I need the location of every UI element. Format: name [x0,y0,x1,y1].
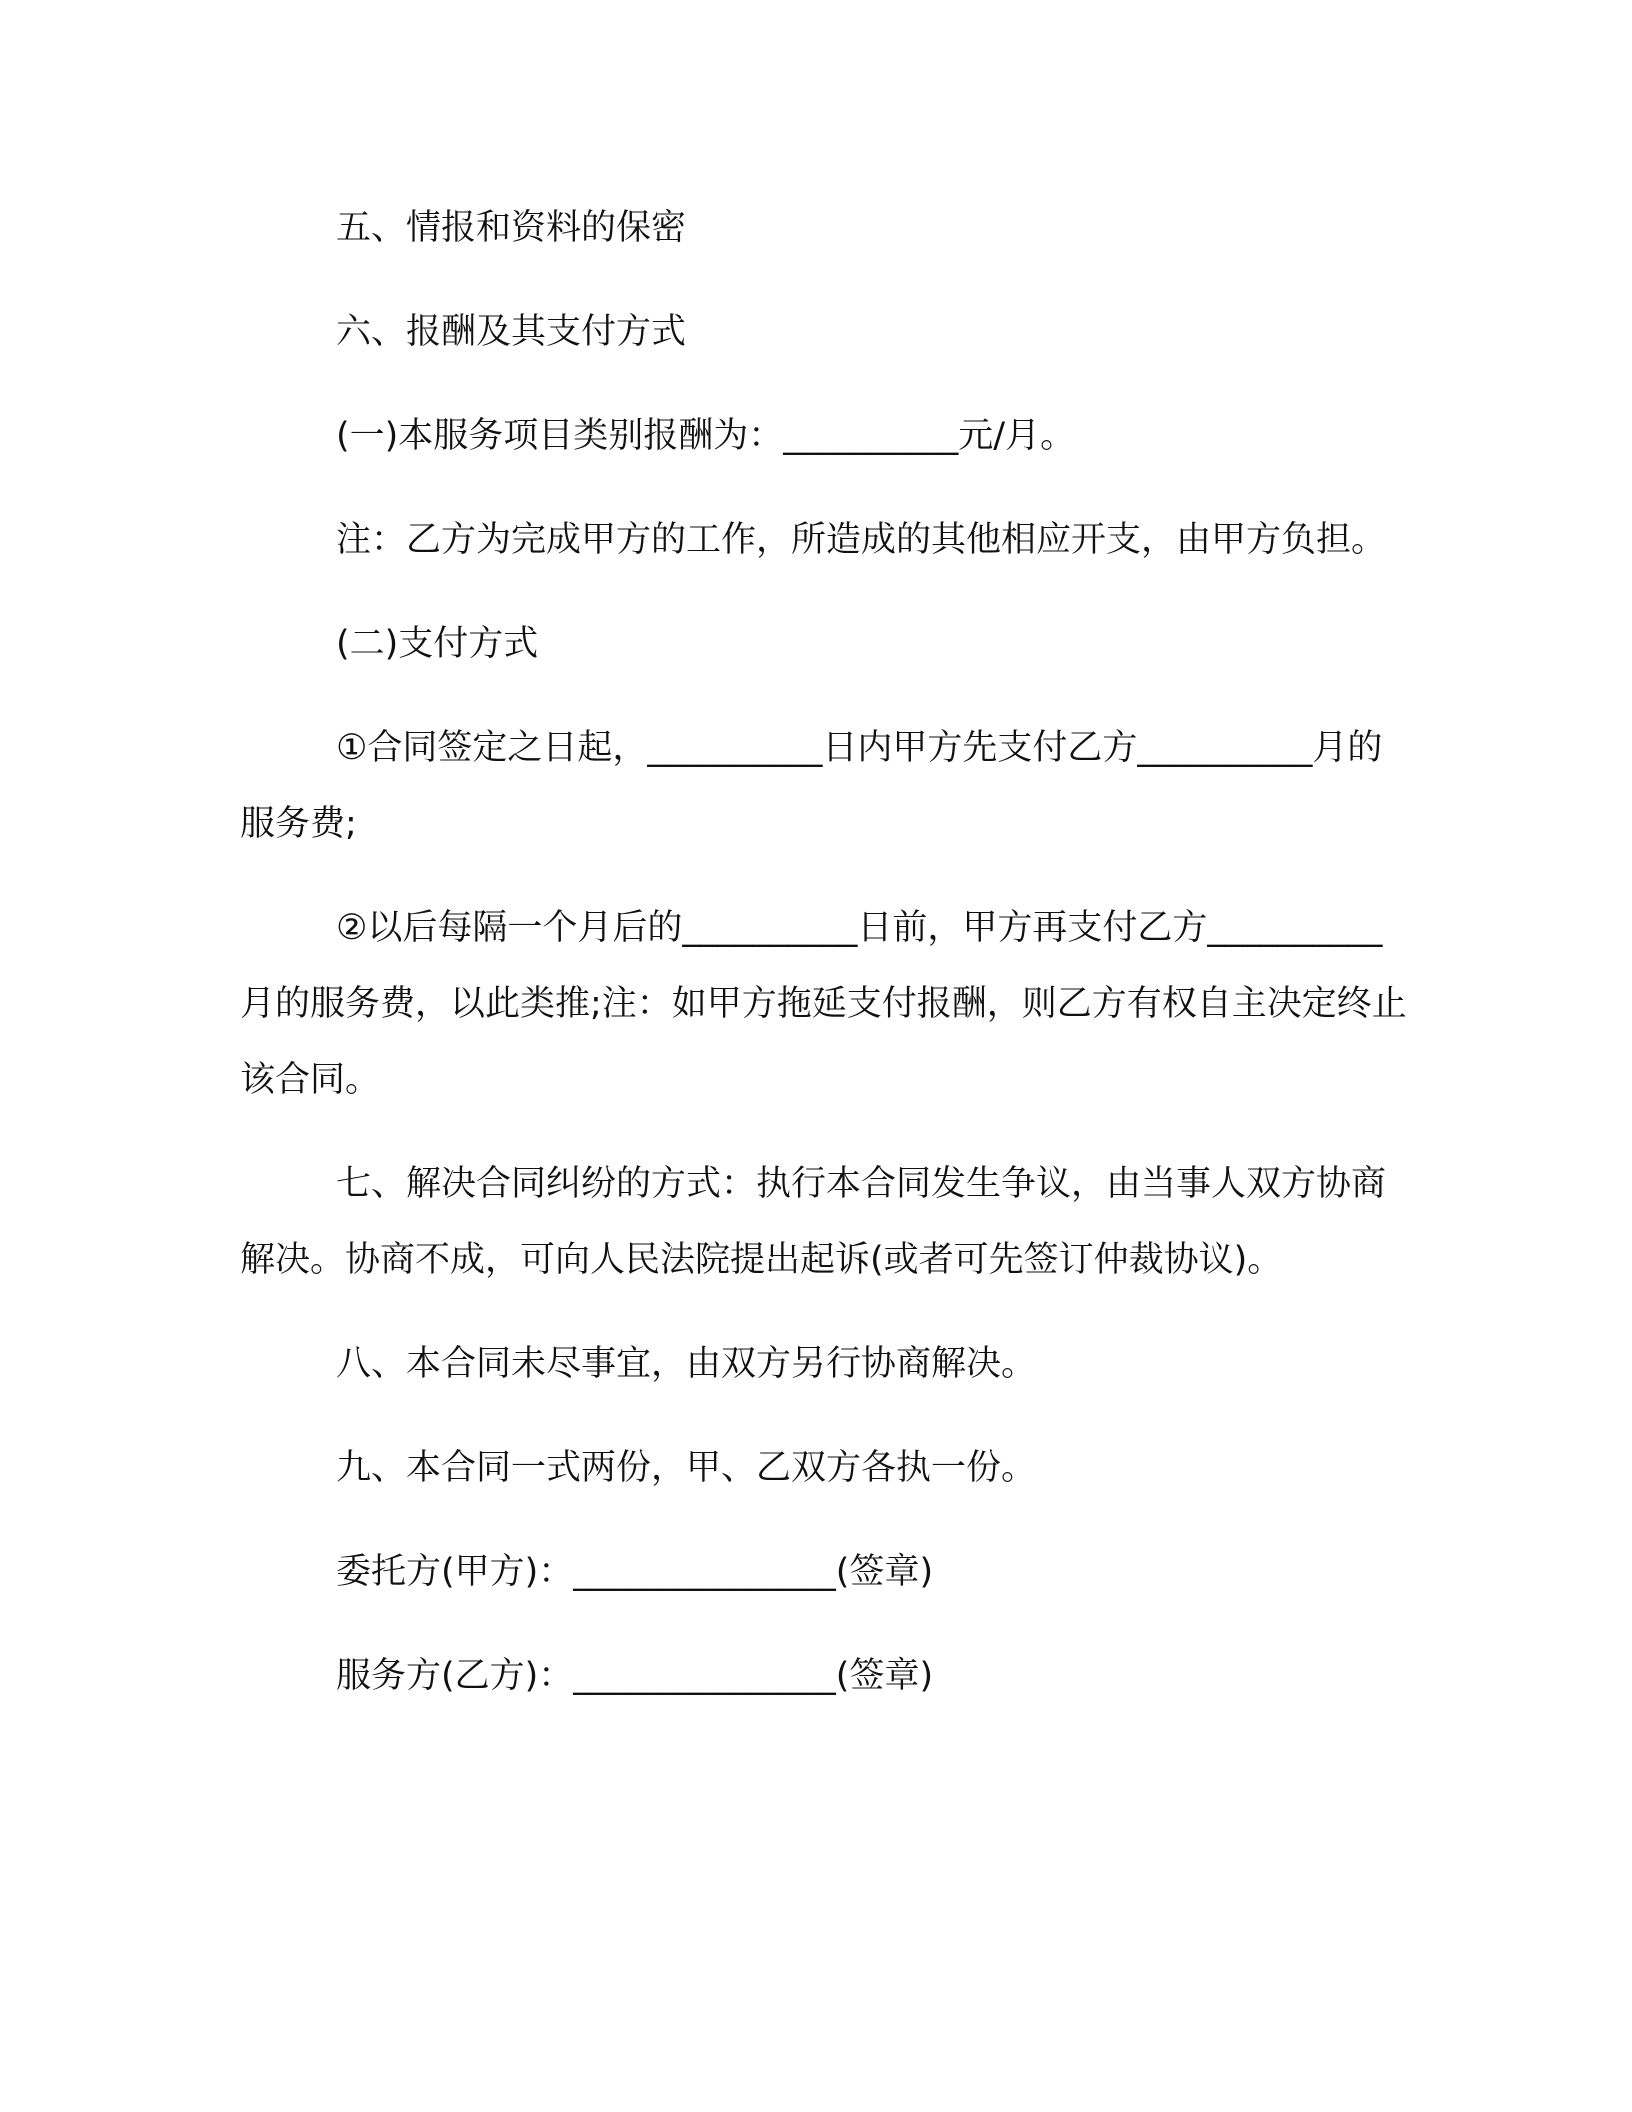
provider-signature-line: 服务方(乙方)：_______________(签章) [336,1656,934,1696]
copies-clause: 九、本合同一式两份，甲、乙双方各执一份。 [336,1448,1037,1488]
client-signature-line: 委托方(甲方)：_______________(签章) [336,1552,934,1592]
payment-clause-2: ②以后每隔一个月后的__________日前，甲方再支付乙方__________月的服务费，以此类推;注：如甲方拖延支付报酬，则乙方有权自主决定终止该合同。 [240,908,1407,1100]
expense-note-clause: 注：乙方为完成甲方的工作，所造成的其他相应开支，由甲方负担。 [336,520,1387,560]
document-page [240,190,1410,1742]
payment-method-heading: (二)支付方式 [336,624,539,664]
remuneration-amount-clause: (一)本服务项目类别报酬为：__________元/月。 [336,416,1076,456]
section-heading-confidentiality: 五、情报和资料的保密 [336,208,687,248]
section-heading-remuneration: 六、报酬及其支付方式 [336,312,687,352]
payment-clause-1: ①合同签定之日起，__________日内甲方先支付乙方__________月的服务费; [240,728,1383,844]
unresolved-matters-clause: 八、本合同未尽事宜，由双方另行协商解决。 [336,1344,1037,1384]
dispute-resolution-clause: 七、解决合同纠纷的方式：执行本合同发生争议，由当事人双方协商解决。协商不成，可向人民法院提出起诉(或者可先签订仲裁协议)。 [240,1164,1387,1280]
